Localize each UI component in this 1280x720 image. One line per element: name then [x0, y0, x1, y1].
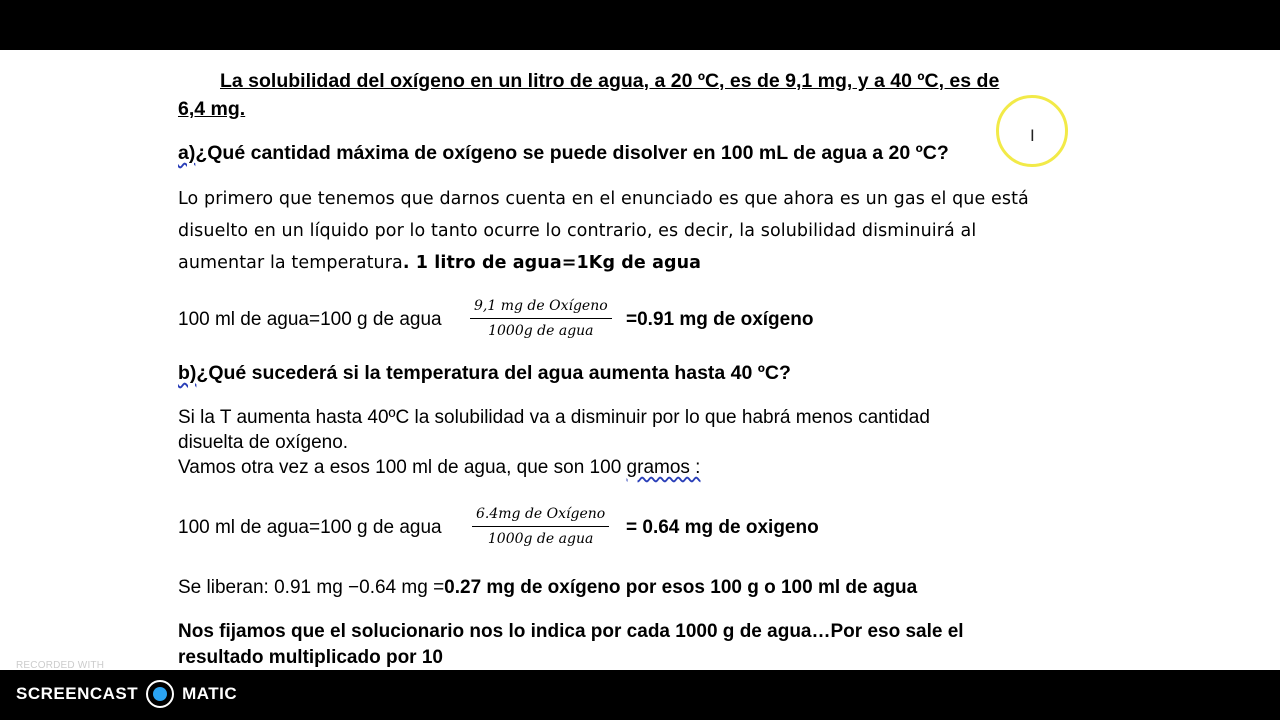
para2-line-3-flagged: gramos : [626, 457, 701, 478]
para1-line-2: disuelto en un líquido por lo tanto ocurre lo contrario, es decir, la solubilidad disminuirá al [178, 221, 977, 241]
question-a-text: ¿Qué cantidad máxima de oxígeno se puede disolver en 100 mL de agua a 20 ºC? [195, 142, 949, 164]
question-b-prefix: b) [178, 362, 197, 384]
top-letterbox [0, 0, 1280, 50]
question-a [178, 142, 949, 165]
para1-line-3-bold: . 1 litro de agua=1Kg de agua [402, 253, 702, 273]
note-line-2: resultado multiplicado por 10 [178, 647, 443, 668]
title-line-2: 6,4 mg. [178, 98, 246, 120]
liberan-text: Se liberan: 0.91 mg −0.64 mg = [178, 577, 445, 598]
brand-left-text: SCREENCAST [16, 684, 139, 703]
para2-line-1: Si la T aumenta hasta 40ºC la solubilidad va a disminuir por lo que habrá menos cantidad [178, 407, 930, 428]
document-page [0, 50, 1280, 670]
para1-line-1: Lo primero que tenemos que darnos cuenta en el enunciado es que ahora es un gas el que está [178, 189, 1029, 209]
para1-line-3-text: aumentar la temperatura [178, 253, 403, 273]
question-b [178, 362, 791, 385]
brand-right-text: MATIC [182, 684, 238, 703]
para2-line-3 [178, 457, 700, 479]
note-line-1: Nos fijamos que el solucionario nos lo indica por cada 1000 g de agua…Por eso sale el [178, 621, 964, 642]
calc1-result: =0.91 mg de oxígeno [626, 309, 814, 330]
liberan-line [178, 577, 917, 599]
calc2-fraction [472, 506, 609, 547]
para2-line-2: disuelta de oxígeno. [178, 432, 349, 453]
liberan-bold: 0.27 mg de oxígeno por esos 100 g o 100 ml de agua [444, 577, 918, 598]
calc1-left: 100 ml de agua=100 g de agua [178, 309, 442, 330]
title-line-1: La solubilidad del oxígeno en un litro de agua, a 20 ºC, es de 9,1 mg, y a 40 ºC, es de [220, 70, 1000, 92]
question-a-prefix: a) [178, 142, 196, 164]
para1-line-3 [178, 253, 701, 273]
calc1-denominator: 1000g de agua [488, 323, 594, 339]
para2-line-3-text: Vamos otra vez a esos 100 ml de agua, que son 100 [178, 457, 627, 478]
brand-circle-icon [146, 680, 174, 708]
calc2-left: 100 ml de agua=100 g de agua [178, 517, 442, 538]
calc1-numerator: 9,1 mg de Oxígeno [470, 298, 612, 319]
question-b-text: ¿Qué sucederá si la temperatura del agua aumenta hasta 40 ºC? [196, 362, 791, 384]
calc2-numerator: 6.4mg de Oxígeno [472, 506, 609, 527]
calc1-fraction [470, 298, 612, 339]
recorded-with-label: RECORDED WITH [16, 660, 105, 671]
calc2-denominator: 1000g de agua [487, 531, 594, 547]
calc2-result: = 0.64 mg de oxigeno [626, 517, 819, 538]
screencast-o-matic-logo [16, 680, 237, 708]
text-cursor-icon: Ι [1030, 126, 1035, 145]
